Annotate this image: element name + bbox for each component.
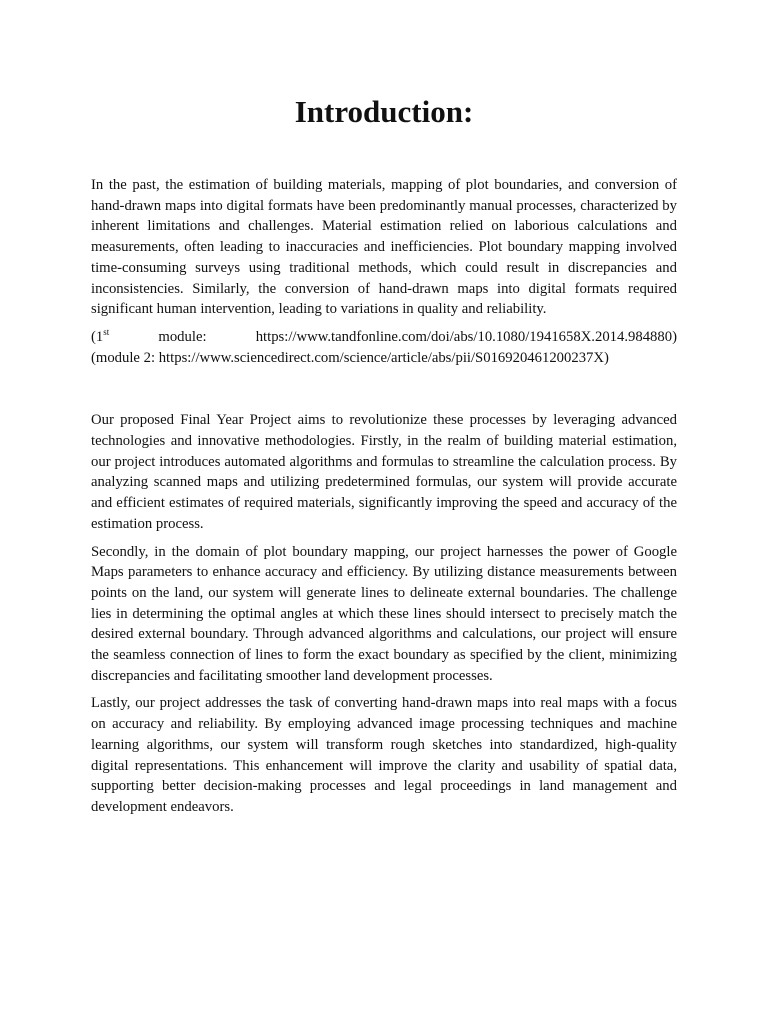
reference-module-2[interactable]: (module 2: https://www.sciencedirect.com/science/article/abs/pii/S016920461200237X) [91, 349, 609, 366]
reference-module-1-number: (1st [91, 326, 110, 345]
paragraph-spacer [91, 368, 677, 410]
paragraph-boundary-mapping: Secondly, in the domain of plot boundary mapping, our project harnesses the power of Google Maps parameters to enhance accuracy and efficiency. By utilizing distance measurements between points on the land, our system will generate lines to delineate external boundaries. The challenge lies in determining the optimal angles at which these lines should intersect to precisely match the desired external boundary. Through advanced algorithms and calculations, our project will ensure the seamless connection of lines to form the exact boundary as specified by the client, minimizing discrepancies and facilitating smoother land development processes. [91, 543, 677, 684]
page-title: Introduction: [294, 94, 474, 129]
paragraph-map-conversion: Lastly, our project addresses the task of converting hand-drawn maps into real maps with a focus on accuracy and reliability. By employing advanced image processing techniques and machine learning algorithms, our system will transform rough sketches into standardized, high-quality digital representations. This enhancement will improve the clarity and usability of spatial data, supporting better decision-making processes and legal proceedings in land management and development endeavors. [91, 695, 677, 815]
reference-module-1-label: module: [158, 328, 207, 345]
document-body [91, 175, 677, 825]
ordinal-suffix: st [103, 326, 110, 337]
reference-module-1 [91, 327, 677, 348]
paragraph-history: In the past, the estimation of building materials, mapping of plot boundaries, and conversion of hand-drawn maps into digital formats have been predominantly manual processes, characterized by inherent limitations and challenges. Material estimation relied on laborious calculations and measurements, often leading to inaccuracies and inefficiencies. Plot boundary mapping involved time-consuming surveys using traditional methods, which could result in discrepancies and inconsistencies. Similarly, the conversion of hand-drawn maps into digital formats required significant human intervention, leading to variations in quality and reliability. [91, 177, 677, 318]
paragraph-proposal: Our proposed Final Year Project aims to revolutionize these processes by leveraging advanced technologies and innovative methodologies. Firstly, in the realm of building material estimation, our project introduces automated algorithms and formulas to streamline the calculation process. By analyzing scanned maps and utilizing predetermined formulas, our system will provide accurate and efficient estimates of required materials, significantly improving the speed and accuracy of the estimation process. [91, 412, 677, 532]
references-block [91, 327, 677, 368]
reference-module-1-link[interactable]: https://www.tandfonline.com/doi/abs/10.1080/1941658X.2014.984880) [255, 328, 677, 345]
